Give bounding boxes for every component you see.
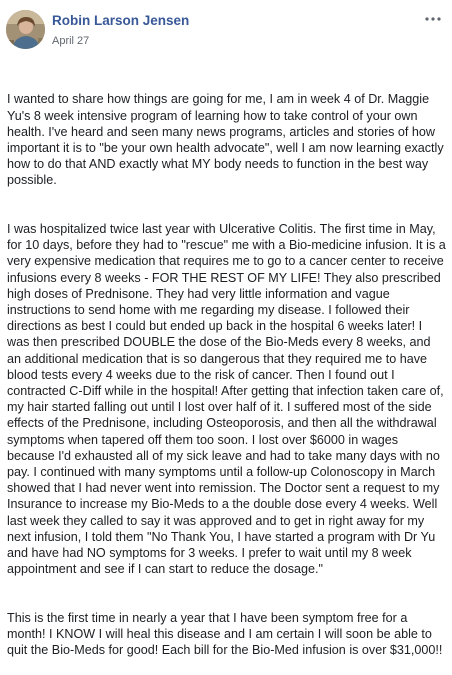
profile-photo-icon	[6, 10, 45, 49]
post-date-link[interactable]: April 27	[52, 35, 90, 47]
post-paragraph: I was hospitalized twice last year with Ulcerative Colitis. The first time in May, for 10 days, before they had to "rescue" me with a Bio-medicine infusion. It is a very expensive medication that requires me to go to a cancer center to receive infusions every 8 weeks - FOR THE REST OF MY LIFE! They also prescribed high doses of Prednisone. They had very little information and vague instructions to send home with me regarding my disease. I followed their directions as best I could but ended up back in the hospital 6 weeks later! I was then prescribed DOUBLE the dose of the Bio-Meds every 8 weeks, and an additional medication that is so dangerous that they required me to have blood tests every 4 weeks due to the risk of cancer. Then I found out I contracted C-Diff while in the hospital! After getting that infection taken care of, my hair started falling out until I lost over half of it. I suffered most of the side effects of the Prednisone, including Osteoporosis, and then all the withdrawal symptoms when tapered off them too soon. I lost over $6000 in wages because I'd exhausted all of my sick leave and had to take many days with no pay. I continued with many symptoms until a follow-up Colonoscopy in March showed that I had never went into remission. The Doctor sent a request to my Insurance to increase my Bio-Meds to a the double dose every 4 weeks. Well last week they called to say it was approved and to get in right away for my next infusion, I told them "No Thank You, I have started a program with Dr Yu and have had NO symptoms for 3 weeks. I prefer to wait until my 8 week appointment and see if I can start to reduce the dosage."	[7, 222, 450, 577]
post-paragraph: This is the first time in nearly a year that I have been symptom free for a month! I KNOW I will heal this disease and I am certain I will soon be able to quit the Bio-Meds for good! Each bill for the Bio-Med infusion is over $31,000!!	[7, 610, 443, 658]
author-name-link[interactable]: Robin Larson Jensen	[52, 13, 190, 28]
more-horizontal-icon	[425, 17, 441, 21]
post-header	[6, 9, 446, 53]
post-paragraph: I wanted to share how things are going for me, I am in week 4 of Dr. Maggie Yu's 8 week intensive program of learning how to take control of your own health. I've heard and seen many news programs, articles and stories of how important it is to "be your own health advocate", well I am now learning exactly how to do that AND exactly what MY body needs to function in the best way possible.	[7, 92, 448, 188]
avatar[interactable]	[6, 10, 45, 49]
post-body	[7, 59, 450, 675]
post-options-button[interactable]	[422, 12, 444, 26]
